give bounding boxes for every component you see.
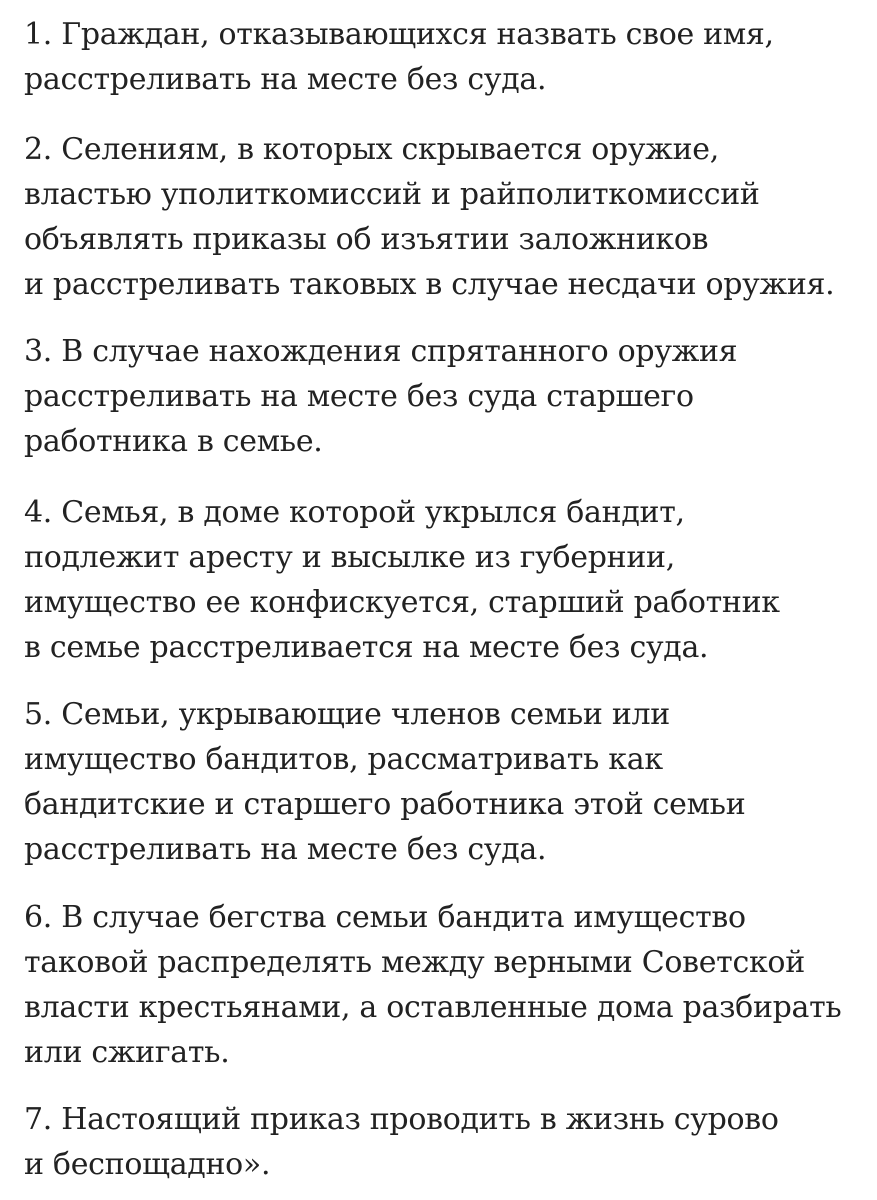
- text-line: властью уполиткомиссий и райполиткомиссий: [24, 177, 760, 212]
- text-line: 1. Граждан, отказывающихся назвать свое имя,: [24, 17, 774, 52]
- text-line: расстреливать на месте без суда старшего: [24, 379, 694, 414]
- text-line: расстреливать на месте без суда.: [24, 832, 547, 867]
- text-line: расстреливать на месте без суда.: [24, 62, 547, 97]
- text-line: объявлять приказы об изъятии заложников: [24, 222, 709, 257]
- text-line: 2. Селениям, в которых скрывается оружие,: [24, 132, 719, 167]
- text-line: имущество ее конфискуется, старший работник: [24, 585, 780, 620]
- order-item-2: [24, 127, 869, 307]
- text-line: таковой распределять между верными Советской: [24, 945, 805, 980]
- text-line: бандитские и старшего работника этой семьи: [24, 787, 746, 822]
- text-line: и расстреливать таковых в случае несдачи оружия.: [24, 267, 835, 302]
- text-line: или сжигать.: [24, 1035, 230, 1070]
- text-line: работника в семье.: [24, 424, 323, 459]
- order-item-3: [24, 329, 869, 464]
- text-line: 7. Настоящий приказ проводить в жизнь сурово: [24, 1102, 779, 1137]
- text-line: 6. В случае бегства семьи бандита имущество: [24, 900, 746, 935]
- text-line: власти крестьянами, а оставленные дома разбирать: [24, 990, 842, 1025]
- order-item-1: [24, 12, 869, 102]
- text-line: 4. Семья, в доме которой укрылся бандит,: [24, 495, 685, 530]
- order-item-7: [24, 1097, 869, 1187]
- text-line: подлежит аресту и высылке из губернии,: [24, 540, 675, 575]
- text-line: и беспощадно».: [24, 1147, 271, 1182]
- text-line: имущество бандитов, рассматривать как: [24, 742, 663, 777]
- order-item-5: [24, 692, 869, 872]
- text-line: в семье расстреливается на месте без суда.: [24, 630, 709, 665]
- order-item-4: [24, 490, 869, 670]
- order-item-6: [24, 895, 869, 1075]
- text-line: 3. В случае нахождения спрятанного оружия: [24, 334, 738, 369]
- text-line: 5. Семьи, укрывающие членов семьи или: [24, 697, 670, 732]
